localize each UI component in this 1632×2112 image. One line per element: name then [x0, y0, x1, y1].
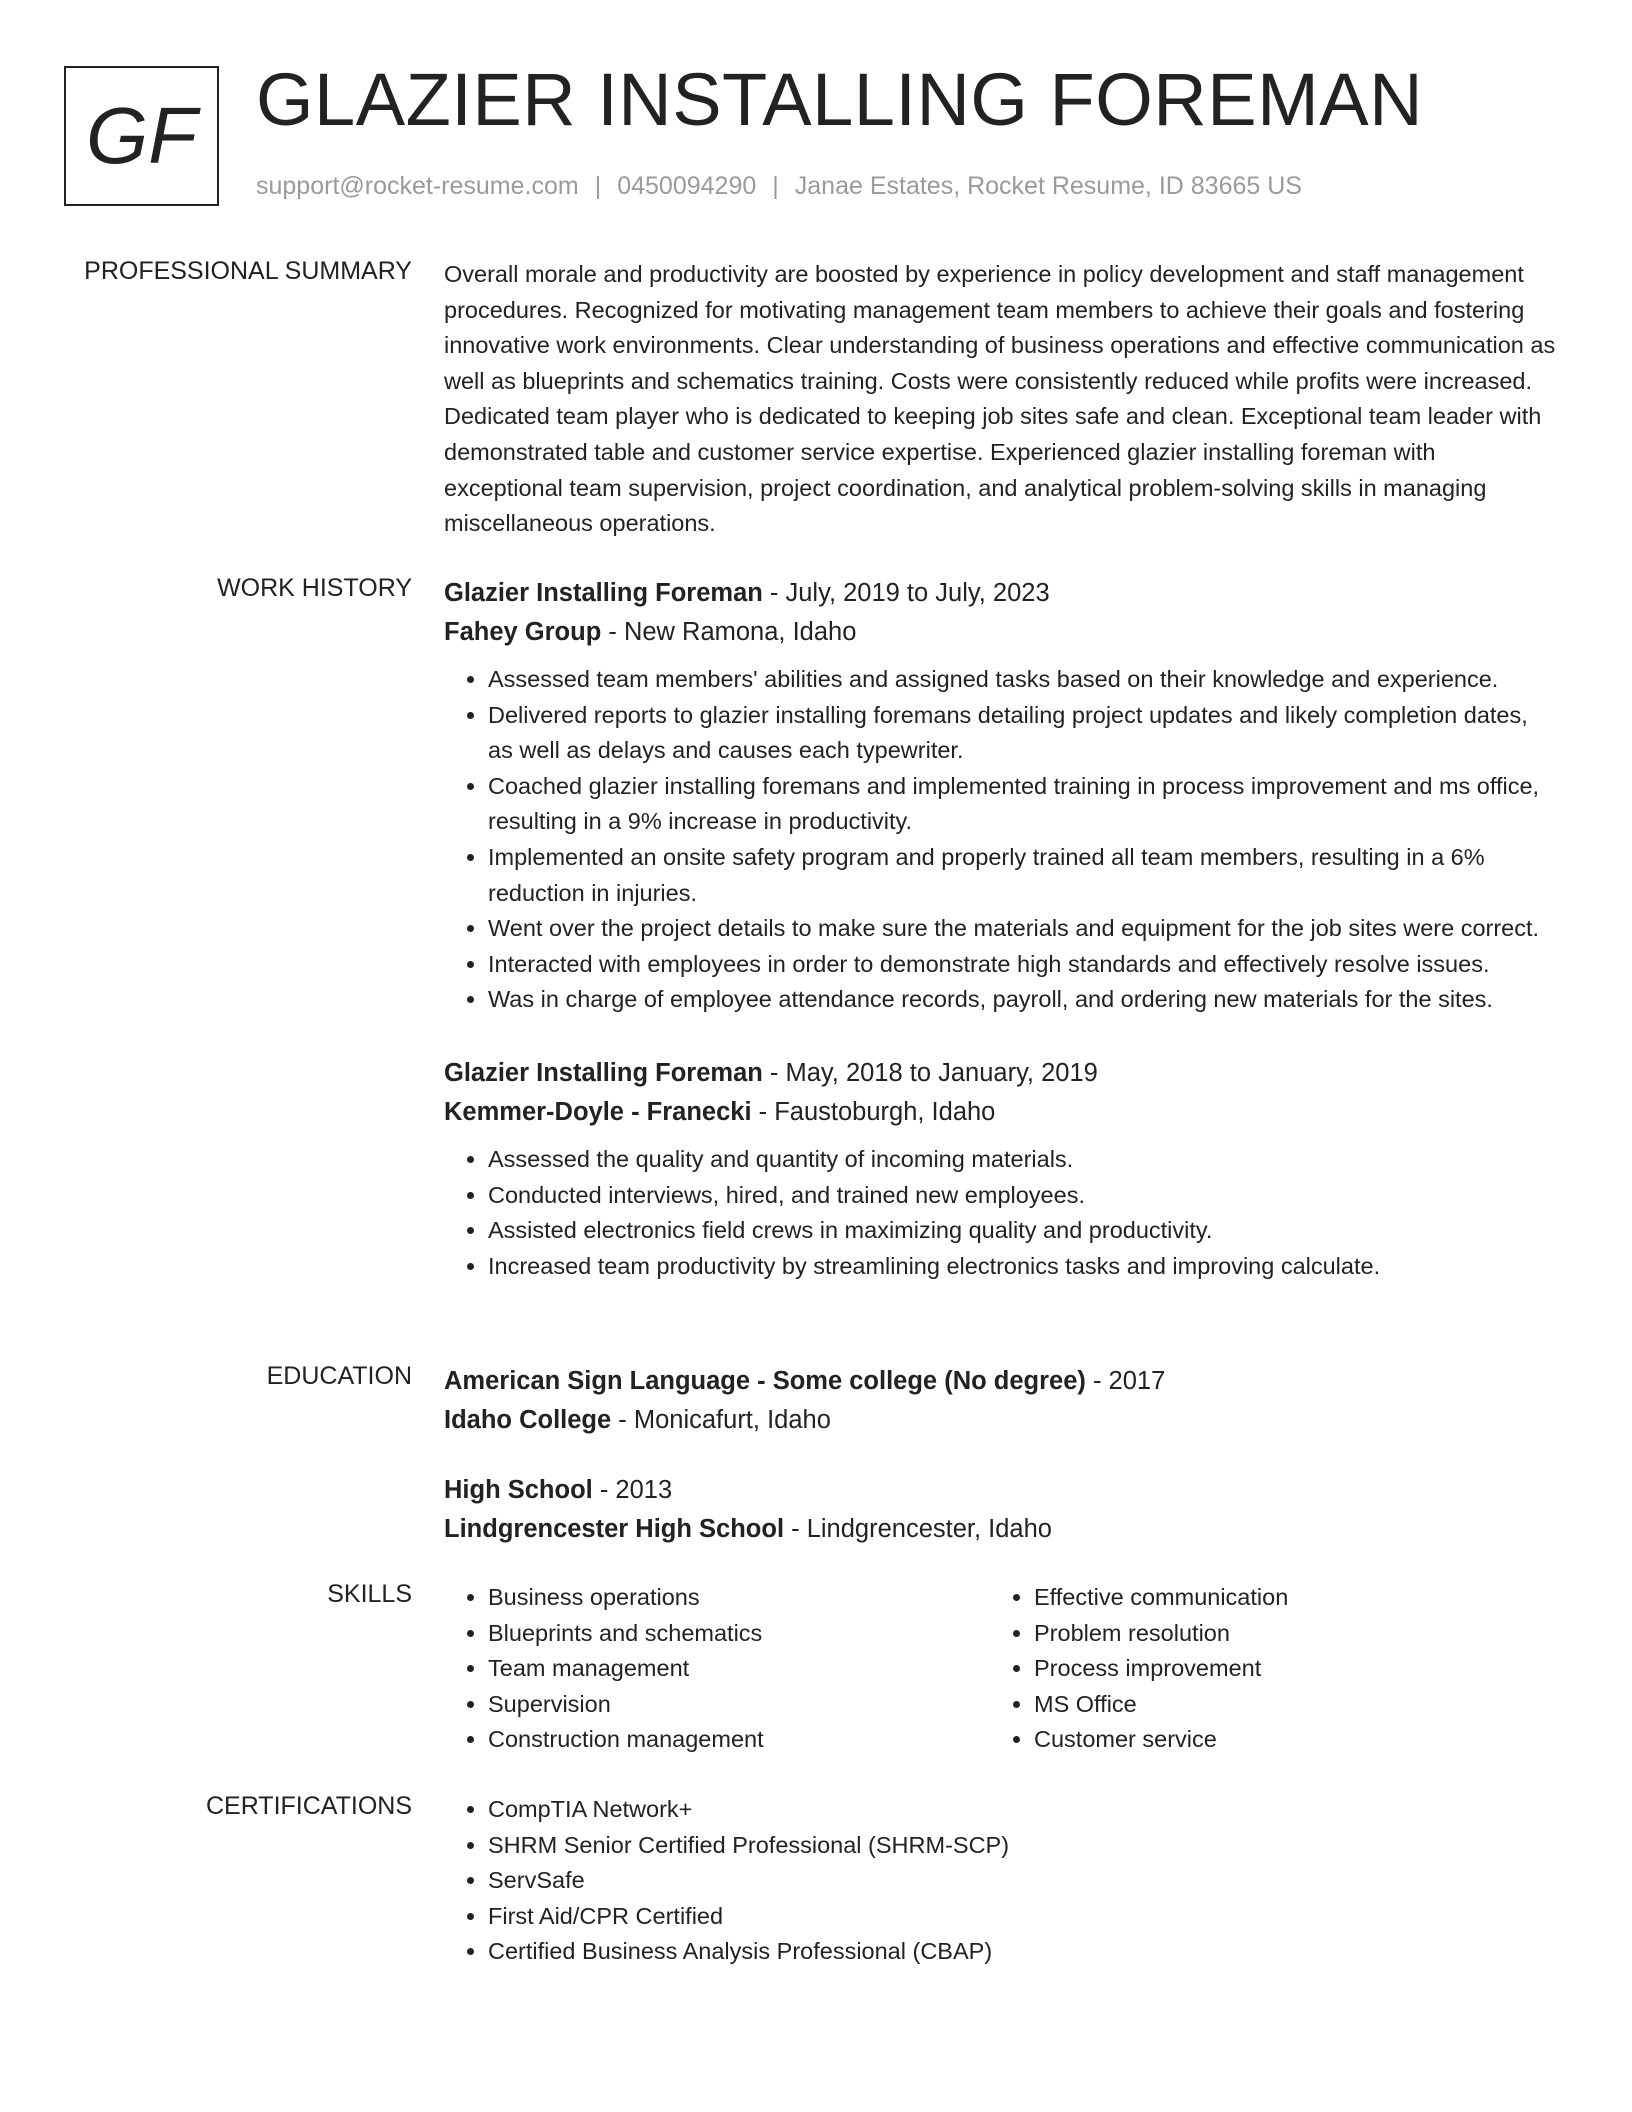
education-degree: High School: [444, 1476, 593, 1504]
education-year: - 2013: [592, 1476, 673, 1504]
job-bullet: • Assessed team members' abilities and assigned tasks based on their knowledge and experience.: [488, 662, 1556, 698]
education-school: Idaho College: [444, 1406, 612, 1434]
job-entry: [444, 1054, 1556, 1284]
job-bullet: • Interacted with employees in order to demonstrate high standards and effectively resolve issues.: [488, 947, 1556, 983]
skill-item: • Effective communication: [1034, 1580, 1536, 1616]
section-label-summary: PROFESSIONAL SUMMARY: [84, 257, 412, 285]
section-label-education: EDUCATION: [266, 1362, 412, 1390]
monogram-logo: [64, 66, 219, 206]
monogram-initials: GF: [85, 91, 198, 180]
contact-phone: 0450094290: [617, 172, 757, 200]
certification-item: • SHRM Senior Certified Professional (SHRM-SCP): [488, 1828, 1556, 1864]
certification-item: • ServSafe: [488, 1863, 1556, 1899]
job-bullet: • Delivered reports to glazier installing foremans detailing project updates and likely completion dates, as well as delays and causes each typewriter.: [488, 698, 1556, 769]
section-label-work: WORK HISTORY: [217, 574, 412, 602]
job-dates: - May, 2018 to January, 2019: [762, 1058, 1098, 1087]
certification-item: • Certified Business Analysis Professional (CBAP): [488, 1934, 1556, 1970]
skill-item: • Problem resolution: [1034, 1616, 1536, 1652]
section-label-skills: SKILLS: [327, 1580, 412, 1608]
job-bullets: [444, 1142, 1556, 1284]
contact-separator: |: [594, 172, 602, 200]
education-degree-line: [444, 1362, 1556, 1401]
job-bullet: • Implemented an onsite safety program and properly trained all team members, resulting in a 6% reduction in injuries.: [488, 840, 1556, 911]
job-location: - Faustoburgh, Idaho: [751, 1097, 996, 1126]
job-dates: - July, 2019 to July, 2023: [762, 579, 1050, 607]
resume-title: GLAZIER INSTALLING FOREMAN: [256, 58, 1424, 141]
job-bullet: • Went over the project details to make sure the materials and equipment for the job sites were correct.: [488, 911, 1556, 947]
education-body: [444, 1362, 1556, 1549]
job-title-line: [444, 1054, 1556, 1093]
contact-separator: |: [772, 172, 779, 200]
skill-item: • Construction management: [488, 1722, 990, 1758]
summary-body: [444, 257, 1556, 542]
certification-item: • First Aid/CPR Certified: [488, 1899, 1556, 1935]
skill-item: • MS Office: [1034, 1687, 1536, 1723]
contact-email: support@rocket-resume.com: [256, 172, 579, 200]
skill-item: • Team management: [488, 1651, 990, 1687]
contact-address: Janae Estates, Rocket Resume, ID 83665 US: [794, 172, 1302, 200]
education-degree-line: [444, 1471, 1556, 1510]
certification-list: [444, 1792, 1556, 1970]
job-company-line: [444, 1093, 1556, 1132]
skills-column-left: [444, 1580, 990, 1758]
contact-line: [256, 172, 1302, 201]
job-company: Kemmer-Doyle - Franecki: [444, 1097, 752, 1126]
education-school-line: [444, 1510, 1556, 1549]
job-bullet: • Conducted interviews, hired, and trained new employees.: [488, 1178, 1556, 1214]
job-bullet: • Coached glazier installing foremans and implemented training in process improvement and ms office, resulting in a 9% increase in productivity.: [488, 769, 1556, 840]
job-bullet: • Assisted electronics field crews in maximizing quality and productivity.: [488, 1213, 1556, 1249]
education-year: - 2017: [1085, 1367, 1166, 1395]
skill-item: • Blueprints and schematics: [488, 1616, 990, 1652]
education-school: Lindgrencester High School: [444, 1515, 785, 1543]
skill-item: • Supervision: [488, 1687, 990, 1723]
education-location: - Monicafurt, Idaho: [611, 1406, 831, 1434]
certifications-body: [444, 1792, 1556, 1970]
job-bullet: • Assessed the quality and quantity of incoming materials.: [488, 1142, 1556, 1178]
job-company: Fahey Group: [444, 618, 602, 646]
summary-text: Overall morale and productivity are boosted by experience in policy development and staff management procedures. Recognized for motivating management team members to achieve their goals and fostering innovative work environments. Clear understanding of business operations and effective communication as well as blueprints and schematics training. Costs were consistently reduced while profits were increased. Dedicated team player who is dedicated to keeping job sites safe and clean. Exceptional team leader with demonstrated table and customer service expertise. Experienced glazier installing foreman with exceptional team supervision, project coordination, and analytical problem-solving skills in managing miscellaneous operations.: [444, 261, 1556, 537]
education-entry: [444, 1362, 1556, 1440]
skill-item: • Process improvement: [1034, 1651, 1536, 1687]
job-location: - New Ramona, Idaho: [601, 618, 857, 646]
skill-item: • Business operations: [488, 1580, 990, 1616]
education-degree: American Sign Language - Some college (No degree): [444, 1367, 1086, 1395]
education-school-line: [444, 1401, 1556, 1440]
certification-item: • CompTIA Network+: [488, 1792, 1556, 1828]
skill-item: • Customer service: [1034, 1722, 1536, 1758]
job-title-line: [444, 574, 1556, 613]
work-body: [444, 574, 1556, 1284]
skills-grid: [444, 1580, 1556, 1758]
skills-column-right: [990, 1580, 1536, 1758]
job-title: Glazier Installing Foreman: [444, 1058, 763, 1087]
job-title: Glazier Installing Foreman: [444, 579, 763, 607]
education-location: - Lindgrencester, Idaho: [784, 1515, 1052, 1543]
job-company-line: [444, 613, 1556, 652]
job-bullet: • Increased team productivity by streamlining electronics tasks and improving calculate.: [488, 1249, 1556, 1285]
skills-body: [444, 1580, 1556, 1758]
job-bullets: [444, 662, 1556, 1018]
section-label-certifications: CERTIFICATIONS: [205, 1792, 412, 1820]
education-entry: [444, 1471, 1556, 1549]
job-entry: [444, 574, 1556, 1018]
job-bullet: • Was in charge of employee attendance records, payroll, and ordering new materials for the sites.: [488, 982, 1556, 1018]
